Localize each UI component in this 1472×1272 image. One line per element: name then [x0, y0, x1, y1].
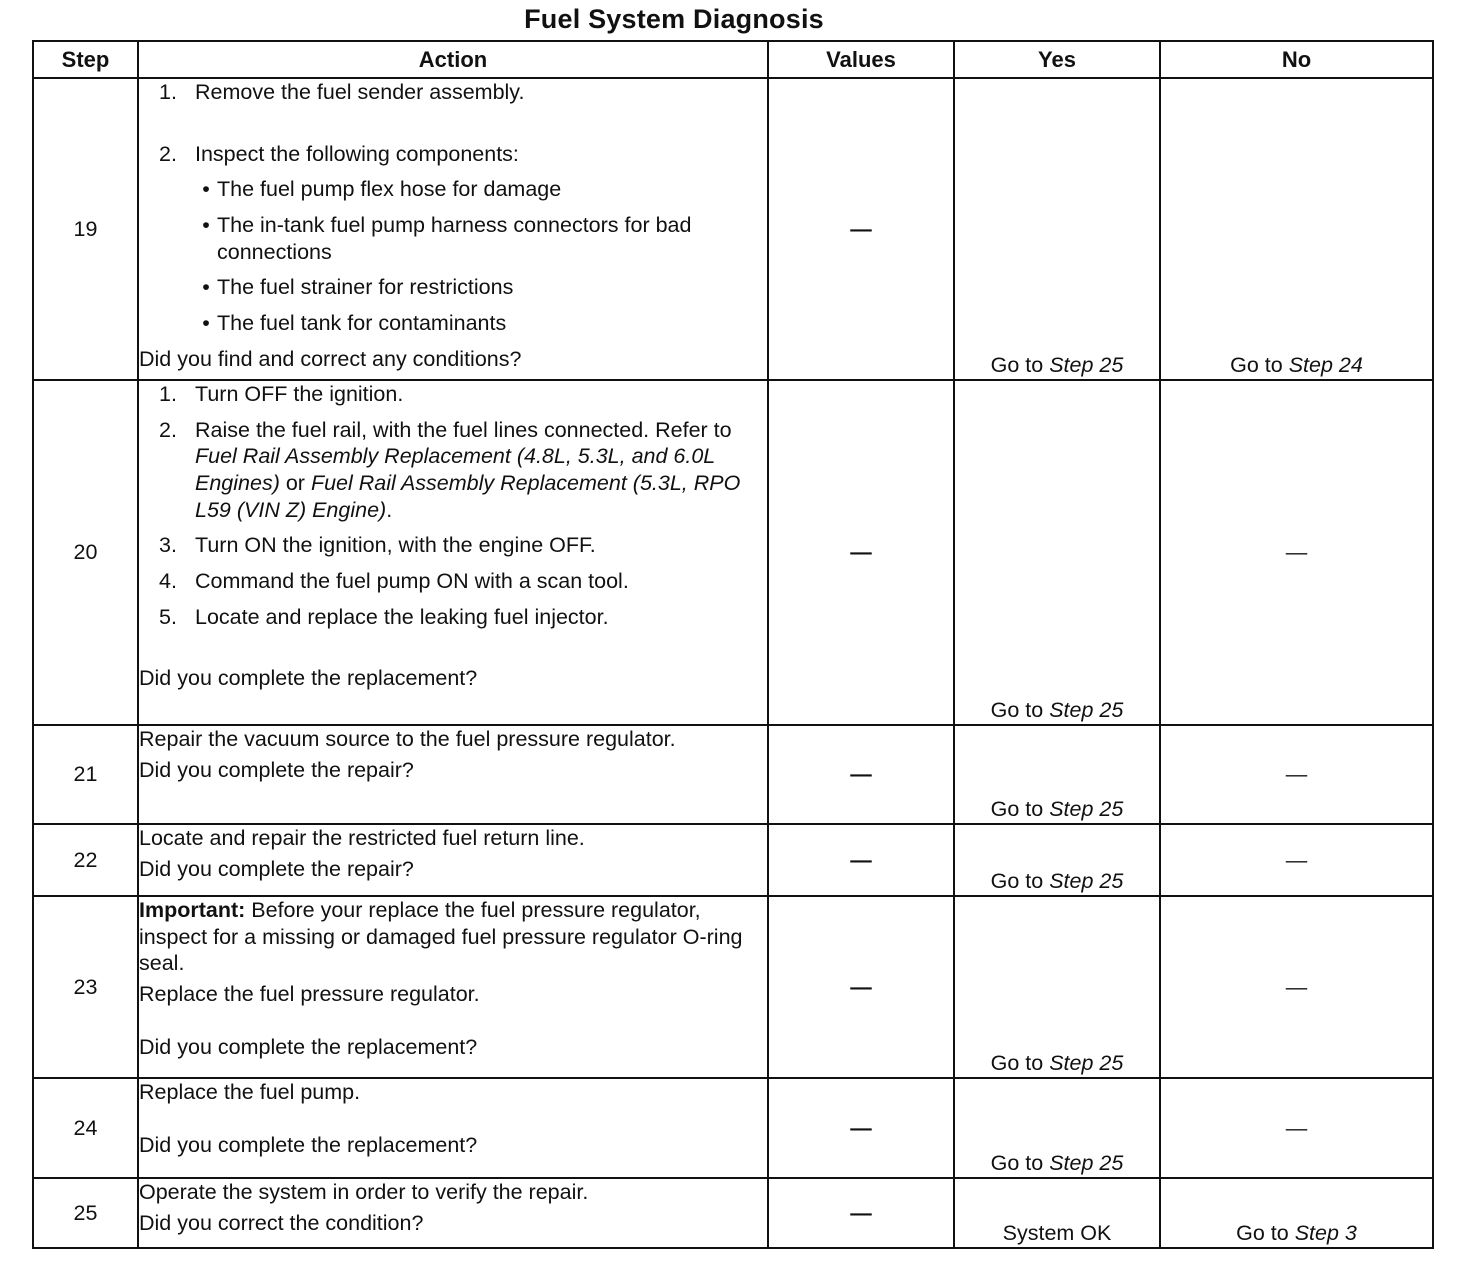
yes-cell: Go to Step 25	[954, 896, 1160, 1078]
list-item: 1. Turn OFF the ignition.	[159, 382, 404, 406]
header-yes: Yes	[954, 41, 1160, 78]
table-row	[33, 1078, 1433, 1178]
step-number: 22	[33, 824, 138, 896]
step-number: 20	[33, 380, 138, 725]
yes-cell: Go to Step 25	[954, 380, 1160, 725]
header-no: No	[1160, 41, 1433, 78]
values-cell: —	[768, 896, 954, 1078]
values-cell: —	[768, 725, 954, 824]
bullet-item: • The fuel tank for contaminants	[202, 310, 507, 335]
yes-cell: Go to Step 25	[954, 1078, 1160, 1178]
step-number: 25	[33, 1178, 138, 1248]
list-item: 2. Raise the fuel rail, with the fuel lines connected. Refer to Fuel Rail Assembly Replacement (4.8L, 5.3L, and 6.0L Engines) or Fuel Rail Assembly Replacement (5.3L, RPO L59 (VIN Z) Engine).	[159, 417, 741, 522]
no-cell: —	[1160, 1078, 1433, 1178]
values-cell: —	[768, 78, 954, 380]
table-row	[33, 725, 1433, 824]
no-cell: —	[1160, 725, 1433, 824]
action-cell	[138, 78, 768, 380]
no-cell: Go to Step 3	[1160, 1178, 1433, 1248]
yes-cell: System OK	[954, 1178, 1160, 1248]
table-row	[33, 78, 1433, 380]
step-number: 24	[33, 1078, 138, 1178]
action-cell: Repair the vacuum source to the fuel pressure regulator. Did you complete the repair?	[138, 725, 768, 824]
bullet-item: • The fuel pump flex hose for damage	[202, 177, 562, 202]
yes-cell: Go to Step 25	[954, 725, 1160, 824]
values-cell: —	[768, 380, 954, 725]
bullet-item: • The in-tank fuel pump harness connectors for bad connections	[202, 212, 692, 264]
page-title: Fuel System Diagnosis	[524, 4, 824, 34]
list-item: 1. Remove the fuel sender assembly.	[159, 80, 525, 104]
bullet-item: • The fuel strainer for restrictions	[202, 275, 514, 300]
step-number: 23	[33, 896, 138, 1078]
table-row	[33, 824, 1433, 896]
list-item: 3. Turn ON the ignition, with the engine OFF.	[159, 533, 596, 558]
diagnosis-table	[32, 40, 1434, 1249]
table-row	[33, 1178, 1433, 1248]
header-action: Action	[138, 41, 768, 78]
action-cell: Locate and repair the restricted fuel return line. Did you complete the repair?	[138, 824, 768, 896]
question-text: Did you complete the repair?	[139, 757, 414, 782]
question-text: Did you complete the replacement?	[139, 1132, 478, 1157]
question-text: Did you complete the replacement?	[139, 1034, 478, 1059]
header-values: Values	[768, 41, 954, 78]
action-cell	[138, 380, 768, 725]
no-cell: Go to Step 24	[1160, 78, 1433, 380]
values-cell: —	[768, 824, 954, 896]
question-text: Did you correct the condition?	[139, 1210, 424, 1235]
header-step: Step	[33, 41, 138, 78]
no-cell: —	[1160, 824, 1433, 896]
step-number: 21	[33, 725, 138, 824]
table-row	[33, 896, 1433, 1078]
no-cell: —	[1160, 896, 1433, 1078]
question-text: Did you complete the repair?	[139, 856, 414, 881]
values-cell: —	[768, 1078, 954, 1178]
action-cell: Important: Before your replace the fuel pressure regulator, inspect for a missing or damaged fuel pressure regulator O-ring seal. Replace the fuel pressure regulator. Did you complete the replacement?	[138, 896, 768, 1078]
yes-cell: Go to Step 25	[954, 78, 1160, 380]
step-number: 19	[33, 78, 138, 380]
table-row	[33, 380, 1433, 725]
no-cell: —	[1160, 380, 1433, 725]
list-item: 4. Command the fuel pump ON with a scan tool.	[159, 568, 629, 593]
question-text: Did you complete the replacement?	[139, 666, 478, 691]
list-item: 5. Locate and replace the leaking fuel injector.	[159, 604, 609, 629]
list-item: 2. Inspect the following components:	[159, 141, 519, 166]
yes-cell: Go to Step 25	[954, 824, 1160, 896]
values-cell: —	[768, 1178, 954, 1248]
action-cell: Operate the system in order to verify the repair. Did you correct the condition?	[138, 1178, 768, 1248]
question-text: Did you find and correct any conditions?	[139, 346, 522, 371]
important-note: Important: Before your replace the fuel pressure regulator, inspect for a missing or damaged fuel pressure regulator O-ring seal.	[139, 898, 743, 976]
header-row	[33, 41, 1433, 78]
action-cell: Replace the fuel pump. Did you complete the replacement?	[138, 1078, 768, 1178]
